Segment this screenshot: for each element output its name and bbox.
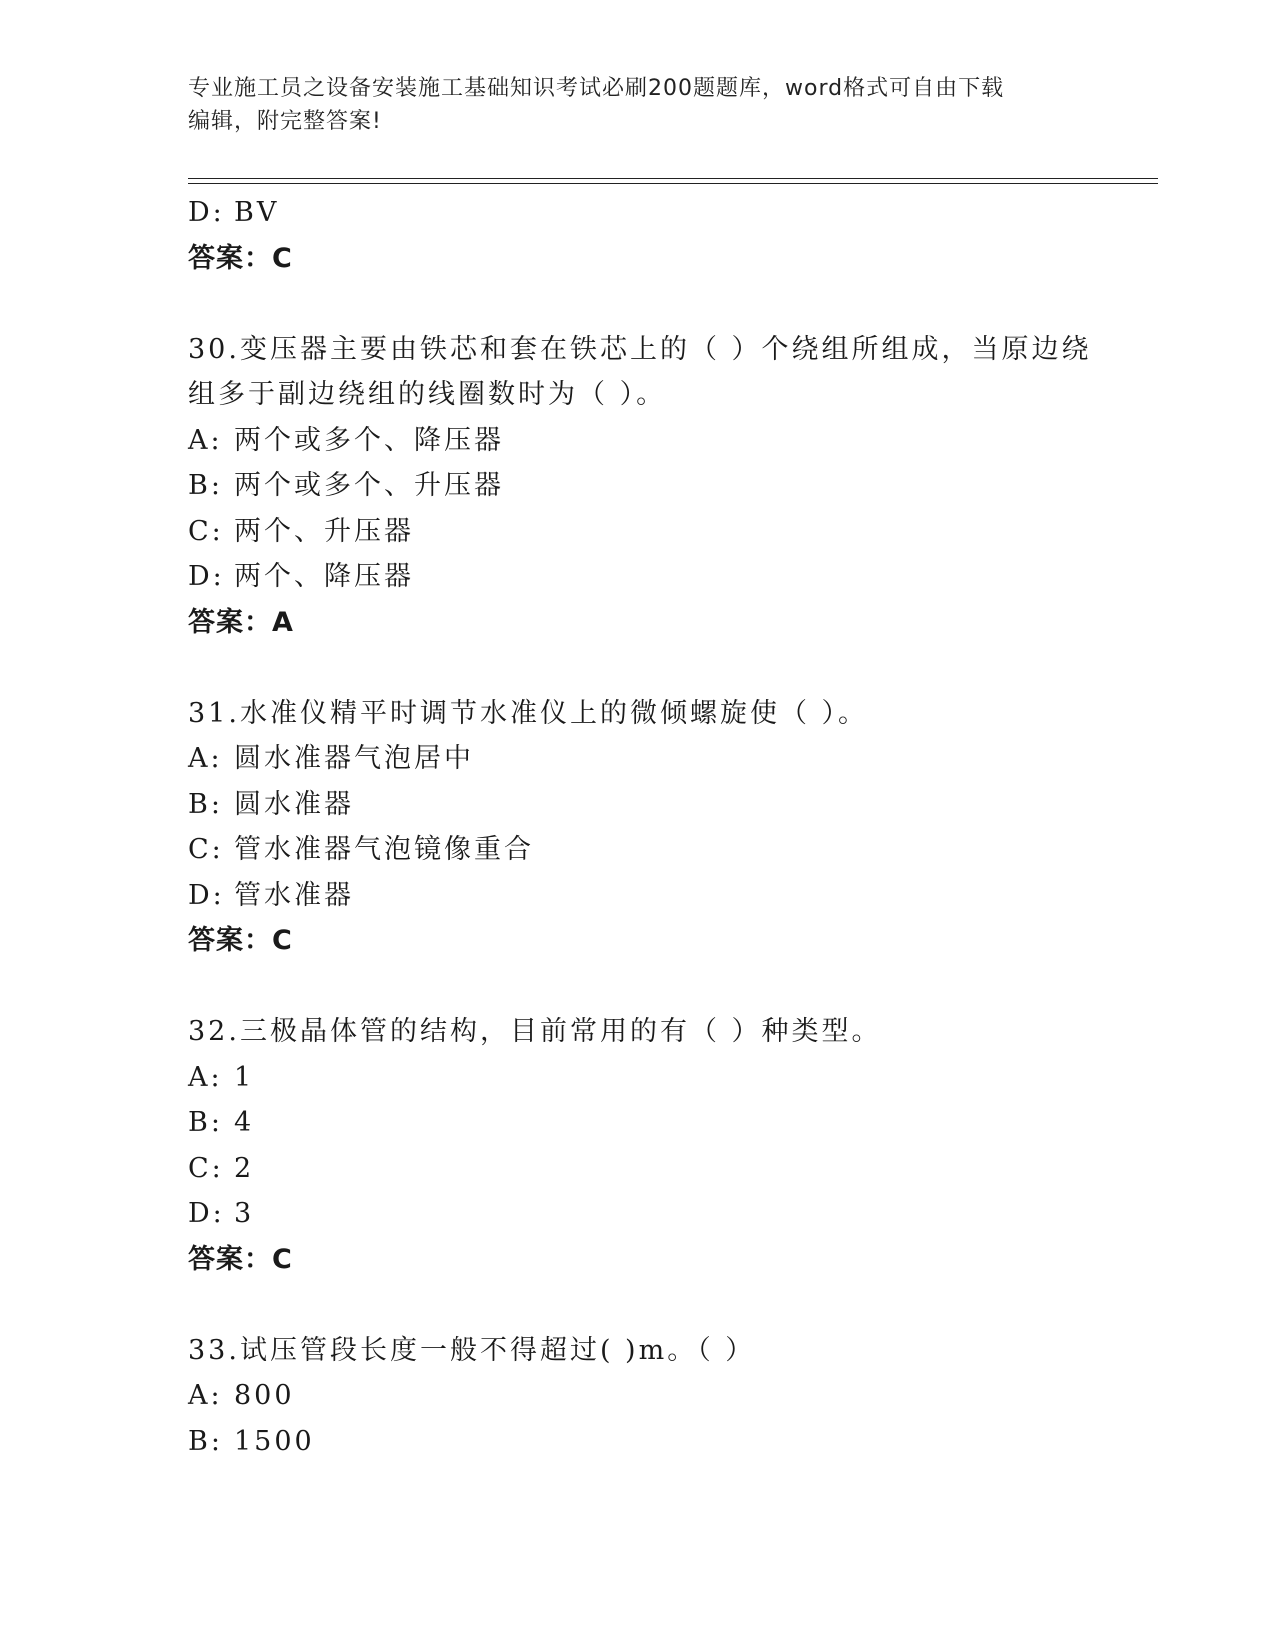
option-line <box>188 736 1088 782</box>
question-stem: 30.变压器主要由铁芯和套在铁芯上的（ ）个绕组所组成，当原边绕 <box>188 333 1092 365</box>
option-key: D: <box>188 879 225 911</box>
option-key: A: <box>188 1061 223 1093</box>
question-stem: 31.水准仪精平时调节水准仪上的微倾螺旋使（ ）。 <box>188 697 869 729</box>
question-stem: 组多于副边绕组的线圈数时为（ ）。 <box>188 379 667 410</box>
option-text: 两个或多个、升压器 <box>234 470 504 501</box>
option-text: 2 <box>234 1152 255 1184</box>
answer-line: 答案：C <box>188 1243 293 1275</box>
option-key: A: <box>188 743 223 774</box>
option-text: 圆水准器 <box>234 788 354 820</box>
option-key: A: <box>188 424 223 456</box>
option-text: 两个、升压器 <box>234 515 414 547</box>
option-text: 圆水准器气泡居中 <box>234 743 474 774</box>
option-text: BV <box>234 197 280 228</box>
spacer <box>188 1282 1088 1328</box>
option-key: B: <box>188 470 223 501</box>
option-line <box>188 873 1088 919</box>
option-line <box>188 1100 1088 1146</box>
option-line <box>188 418 1088 464</box>
option-key: D: <box>188 1198 225 1229</box>
header-divider-top <box>188 178 1158 179</box>
option-key: A: <box>188 1380 223 1411</box>
header-line-2: 编辑，附完整答案! <box>188 109 382 134</box>
option-line <box>188 1146 1088 1192</box>
option-key: C: <box>188 834 224 865</box>
option-key: D: <box>188 197 225 228</box>
answer-line: 答案：A <box>188 606 294 638</box>
option-key: C: <box>188 515 224 547</box>
spacer <box>188 645 1088 691</box>
option-line <box>188 782 1088 828</box>
question-stem: 32.三极晶体管的结构，目前常用的有（ ）种类型。 <box>188 1016 882 1047</box>
option-key: C: <box>188 1152 224 1184</box>
option-line <box>188 1191 1088 1237</box>
spacer <box>188 964 1088 1010</box>
option-line <box>188 827 1088 873</box>
question-stem: 33.试压管段长度一般不得超过( )m。（ ） <box>188 1334 756 1366</box>
option-key: B: <box>188 1107 223 1138</box>
document-header <box>188 72 1088 138</box>
option-line <box>188 463 1088 509</box>
option-text: 管水准器 <box>234 879 354 911</box>
option-key: B: <box>188 1425 223 1457</box>
option-key: D: <box>188 561 225 592</box>
option-text: 800 <box>234 1380 295 1411</box>
option-text: 1 <box>234 1061 255 1093</box>
option-text: 1500 <box>234 1425 315 1457</box>
option-text: 两个、降压器 <box>234 561 414 592</box>
option-line <box>188 509 1088 555</box>
option-line <box>188 1419 1088 1465</box>
option-line <box>188 190 1088 236</box>
spacer <box>188 281 1088 327</box>
option-text: 两个或多个、降压器 <box>234 424 504 456</box>
header-line-1: 专业施工员之设备安装施工基础知识考试必刷200题题库，word格式可自由下载 <box>188 76 1005 101</box>
header-divider-bottom <box>188 183 1158 184</box>
answer-line: 答案：C <box>188 925 293 956</box>
question-content <box>188 190 1092 1464</box>
option-text: 4 <box>234 1107 255 1138</box>
option-key: B: <box>188 788 223 820</box>
option-line <box>188 554 1088 600</box>
option-text: 3 <box>234 1198 255 1229</box>
answer-line: 答案：C <box>188 242 293 274</box>
option-line <box>188 1055 1088 1101</box>
option-line <box>188 1373 1088 1419</box>
option-text: 管水准器气泡镜像重合 <box>234 834 534 865</box>
